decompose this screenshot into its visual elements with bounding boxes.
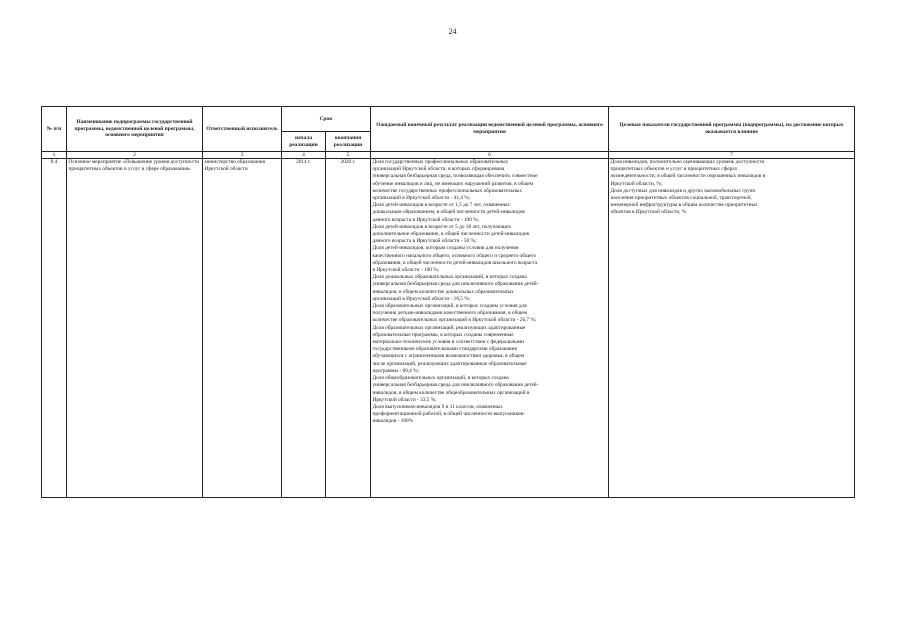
result-line: Доля образовательных организаций, в которых созданы условия для — [372, 303, 527, 310]
indicator-line: приоритетных объектов и услуг в приоритетных сферах — [610, 166, 738, 173]
column-number: 7 — [609, 152, 855, 159]
header-number: № п/п — [42, 107, 67, 152]
result-line: данного возраста в Иркутской области - 100 %; — [372, 216, 480, 223]
row-name: Основное мероприятие «Повышение уровня доступности приоритетных объектов и услуг в сфере образования» — [67, 159, 203, 498]
result-line: программы - 60,4 %; — [372, 367, 419, 374]
result-line: количестве образовательных организаций в Иркутской области - 26,7 %; — [372, 317, 537, 324]
header-executor: Ответственный исполнитель — [203, 107, 282, 152]
row-term-end: 2020 г. — [326, 159, 371, 498]
result-line: материально-технические условия в соответствии с федеральными — [372, 339, 524, 346]
result-line: Доля общеобразовательных организаций, в которых создана — [372, 375, 509, 382]
result-line: Доля государственных профессиональных образовательных — [372, 159, 509, 165]
result-line: универсальная безбарьерная среда для инклюзивного образования детей- — [372, 382, 539, 389]
indicator-line: Иркутской области, %; — [610, 180, 663, 187]
page-number: 24 — [448, 27, 457, 36]
result-line: универсальная безбарьерная среда для инклюзивного образования детей- — [372, 281, 539, 288]
header-term: Срок — [282, 107, 371, 132]
result-line: Доля образовательных организаций, реализующих адаптированные — [372, 324, 526, 331]
result-line: инвалидов - 100% — [372, 418, 414, 425]
row-term-start: 2014 г. — [282, 159, 326, 498]
result-line: дошкольным образованием, в общей численности детей-инвалидов — [372, 209, 525, 216]
row-expected-results — [371, 159, 609, 498]
result-line: организаций в Иркутской области - 41,4 %; — [372, 195, 471, 202]
result-line: количестве государственных профессиональных образовательных — [372, 187, 522, 194]
result-line: образовательные программы, в которых созданы современные — [372, 331, 514, 338]
result-line: числе организаций, реализующих адаптированные образовательные — [372, 360, 527, 367]
indicator-line: жизнедеятельности, в общей численности опрошенных инвалидов в — [610, 173, 766, 180]
result-line: Доля детей-инвалидов в возрасте от 5 до 18 лет, получающих — [372, 223, 512, 230]
result-line: организаций Иркутской области, в которых сформирована — [372, 166, 505, 173]
table-row — [42, 159, 855, 498]
result-line: обучение инвалидов и лиц, не имеющих нарушений развития, в общем — [372, 180, 534, 187]
column-number: 6 — [371, 152, 609, 159]
result-line: образования, в общей численности детей-инвалидов школьного возраста — [372, 259, 538, 266]
header-expected-result: Ожидаемый конечный результат реализации ведомственной целевой программы, основного мероприятия — [371, 107, 609, 152]
result-line: дополнительное образование, в общей численности детей-инвалидов — [372, 231, 530, 238]
result-line: в Иркутской области - 100 %; — [372, 267, 440, 274]
result-line: Доля детей-инвалидов, которым созданы условия для получения — [372, 245, 519, 252]
result-line: государственными образовательными стандартами образования — [372, 346, 517, 353]
result-line: качественного начального общего, основного общего и среднего общего — [372, 252, 537, 259]
result-line: данного возраста в Иркутской области - 50 %; — [372, 238, 477, 245]
result-line: универсальная безбарьерная среда, позволяющая обеспечить совместное — [372, 173, 538, 180]
result-line: организаций в Иркутской области - 18,5 %; — [372, 295, 471, 302]
header-target-indicators: Целевые показатели государственной программы (подпрограммы), на достижение которых оказывается влияние — [609, 107, 855, 152]
result-line: инвалидов, в общем количестве дошкольных образовательных — [372, 288, 514, 295]
indicator-line: Доля доступных для инвалидов и других маломобильных групп — [610, 187, 756, 194]
result-line: инвалидов, в общем количестве общеобразовательных организаций в — [372, 389, 530, 396]
column-number: 3 — [203, 152, 282, 159]
row-number: 8.4 — [42, 159, 67, 498]
indicator-line: Доля инвалидов, положительно оценивающих уровень доступности — [610, 159, 765, 165]
column-number: 2 — [67, 152, 203, 159]
column-number: 5 — [326, 152, 371, 159]
result-line: Иркутской области - 33,5 %; — [372, 396, 437, 403]
result-line: Доля выпускников-инвалидов 9 и 11 классов, охваченных — [372, 403, 503, 410]
result-line: Доля детей-инвалидов в возрасте от 1,5 до 7 лет, охваченных — [372, 202, 510, 209]
row-target-indicators — [609, 159, 855, 498]
result-line: профориентационной работой, в общей численности выпускников- — [372, 411, 525, 418]
column-number-row — [42, 152, 855, 159]
row-executor: министерство образования Иркутской области — [203, 159, 282, 498]
header-name: Наименование подпрограммы государственной программы, ведомственной целевой программы, основного мероприятия — [67, 107, 203, 152]
indicator-line: объектов в Иркутской области, % — [610, 209, 687, 216]
result-line: обучающихся с ограниченными возможностями здоровья, в общем — [372, 353, 525, 360]
result-line: получения детьми-инвалидами качественного образования, в общем — [372, 310, 528, 317]
header-term-start: начала реализации — [282, 132, 326, 152]
indicator-line: инженерной инфраструктуры в общем количестве приоритетных — [610, 202, 758, 209]
program-table — [41, 106, 855, 498]
column-number: 1 — [42, 152, 67, 159]
indicator-line: населения приоритетных объектов социальной, транспортной, — [610, 195, 752, 202]
result-line: Доля дошкольных образовательных организаций, в которых создана — [372, 274, 527, 281]
column-number: 4 — [282, 152, 326, 159]
header-term-end: окончания реализации — [326, 132, 371, 152]
